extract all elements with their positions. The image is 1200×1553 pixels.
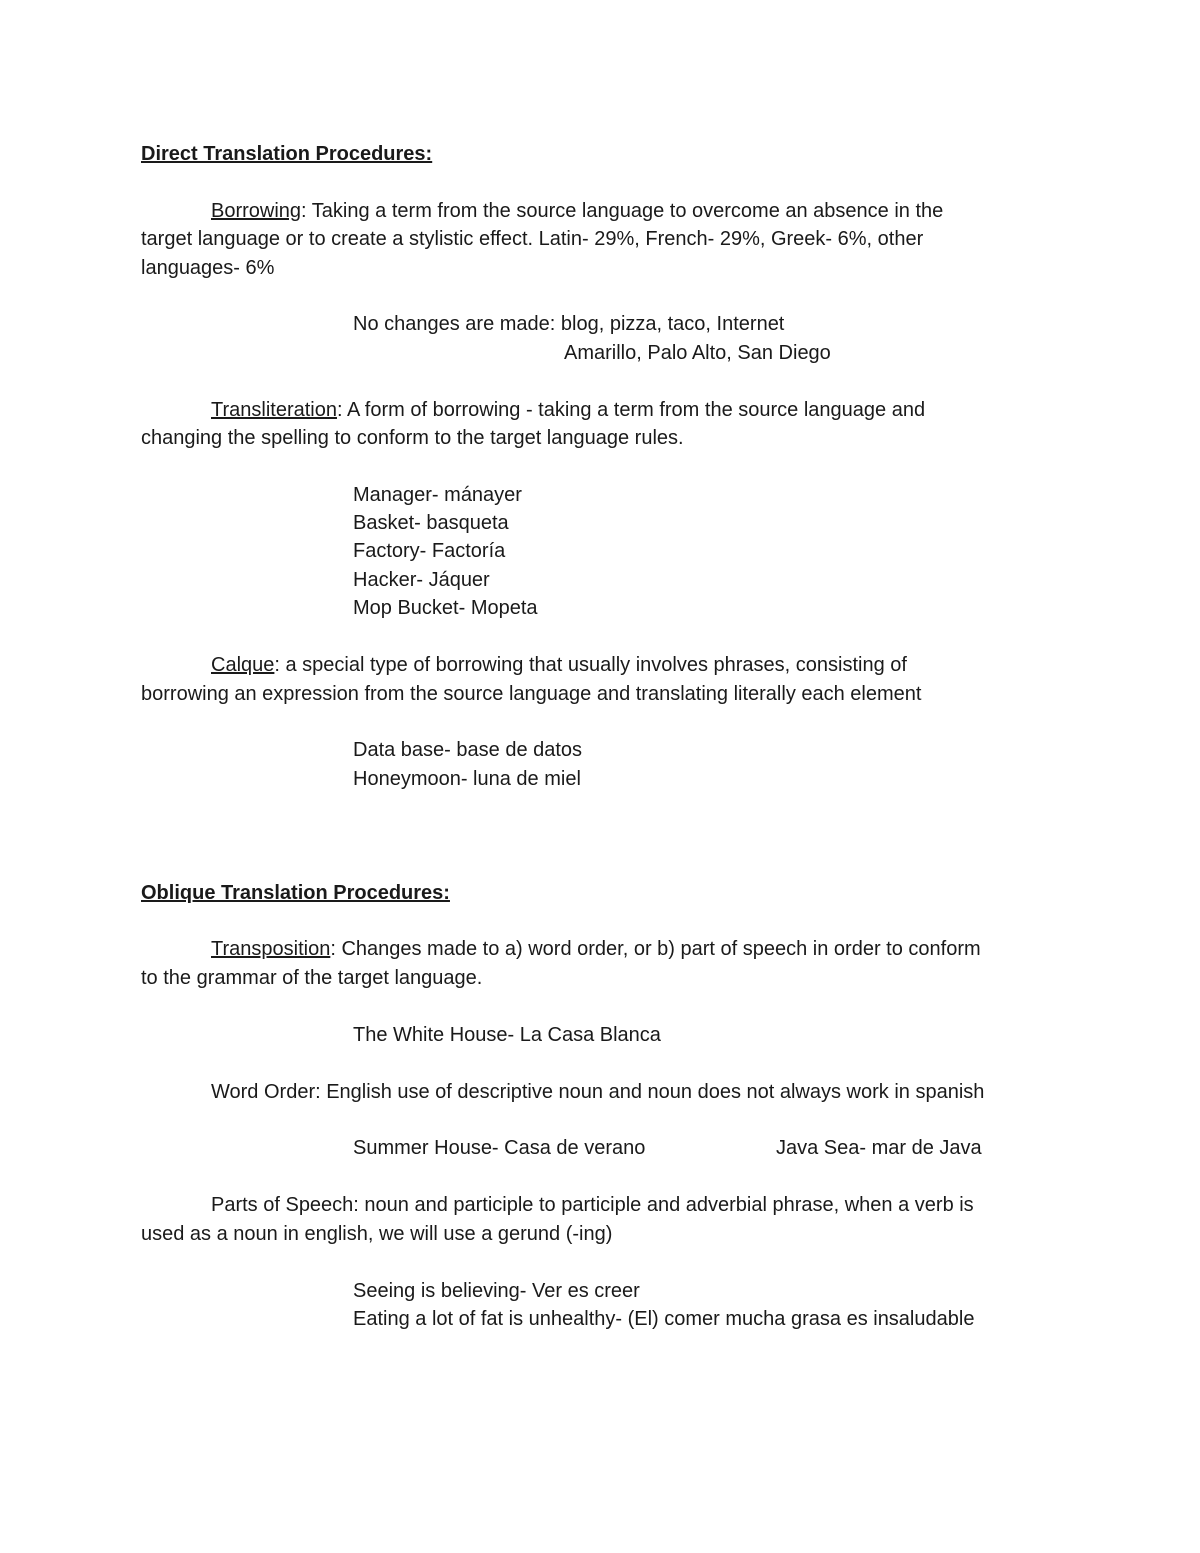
calque-term: Calque	[211, 654, 275, 676]
transliteration-example: Mop Bucket- Mopeta	[353, 597, 538, 619]
borrowing-paragraph	[211, 197, 943, 225]
transposition-paragraph	[211, 935, 981, 963]
parts-of-speech-example: Eating a lot of fat is unhealthy- (El) comer mucha grasa es insaludable	[353, 1308, 975, 1330]
transposition-line-2: to the grammar of the target language.	[141, 967, 483, 989]
word-order-example-left: Summer House- Casa de verano	[353, 1137, 646, 1159]
borrowing-example-1: No changes are made: blog, pizza, taco, Internet	[353, 313, 785, 335]
word-order-example-right: Java Sea- mar de Java	[776, 1137, 982, 1159]
transliteration-term: Transliteration	[211, 399, 337, 421]
borrowing-term: Borrowing	[211, 200, 302, 222]
oblique-heading: Oblique Translation Procedures:	[141, 882, 450, 904]
direct-heading: Direct Translation Procedures:	[141, 143, 433, 165]
parts-of-speech-example: Seeing is believing- Ver es creer	[353, 1280, 640, 1302]
calque-line-2: borrowing an expression from the source language and translating literally each element	[141, 683, 922, 705]
transposition-term: Transposition	[211, 938, 331, 960]
transliteration-example: Basket- basqueta	[353, 512, 509, 534]
calque-text: : a special type of borrowing that usually involves phrases, consisting of	[274, 654, 907, 676]
transliteration-example: Hacker- Jáquer	[353, 569, 490, 591]
transliteration-paragraph	[211, 396, 925, 424]
transliteration-text: : A form of borrowing - taking a term from the source language and	[336, 399, 926, 421]
word-order-paragraph: Word Order: English use of descriptive noun and noun does not always work in spanish	[211, 1081, 985, 1103]
calque-paragraph	[211, 651, 907, 679]
transliteration-example: Manager- mánayer	[353, 484, 522, 506]
borrowing-example-2: Amarillo, Palo Alto, San Diego	[564, 342, 831, 364]
transliteration-example: Factory- Factoría	[353, 540, 506, 562]
parts-of-speech-line-2: used as a noun in english, we will use a gerund (-ing)	[141, 1223, 613, 1245]
transliteration-line-2: changing the spelling to conform to the target language rules.	[141, 427, 684, 449]
borrowing-line-3: languages- 6%	[141, 257, 275, 279]
borrowing-text: : Taking a term from the source language to overcome an absence in the	[301, 200, 944, 222]
transposition-text: : Changes made to a) word order, or b) part of speech in order to conform	[330, 938, 981, 960]
parts-of-speech-paragraph: Parts of Speech: noun and participle to participle and adverbial phrase, when a verb is	[211, 1194, 974, 1216]
calque-example: Data base- base de datos	[353, 739, 583, 761]
transposition-example: The White House- La Casa Blanca	[353, 1024, 661, 1046]
calque-example: Honeymoon- luna de miel	[353, 768, 581, 790]
borrowing-line-2: target language or to create a stylistic effect. Latin- 29%, French- 29%, Greek- 6%, other	[141, 228, 924, 250]
